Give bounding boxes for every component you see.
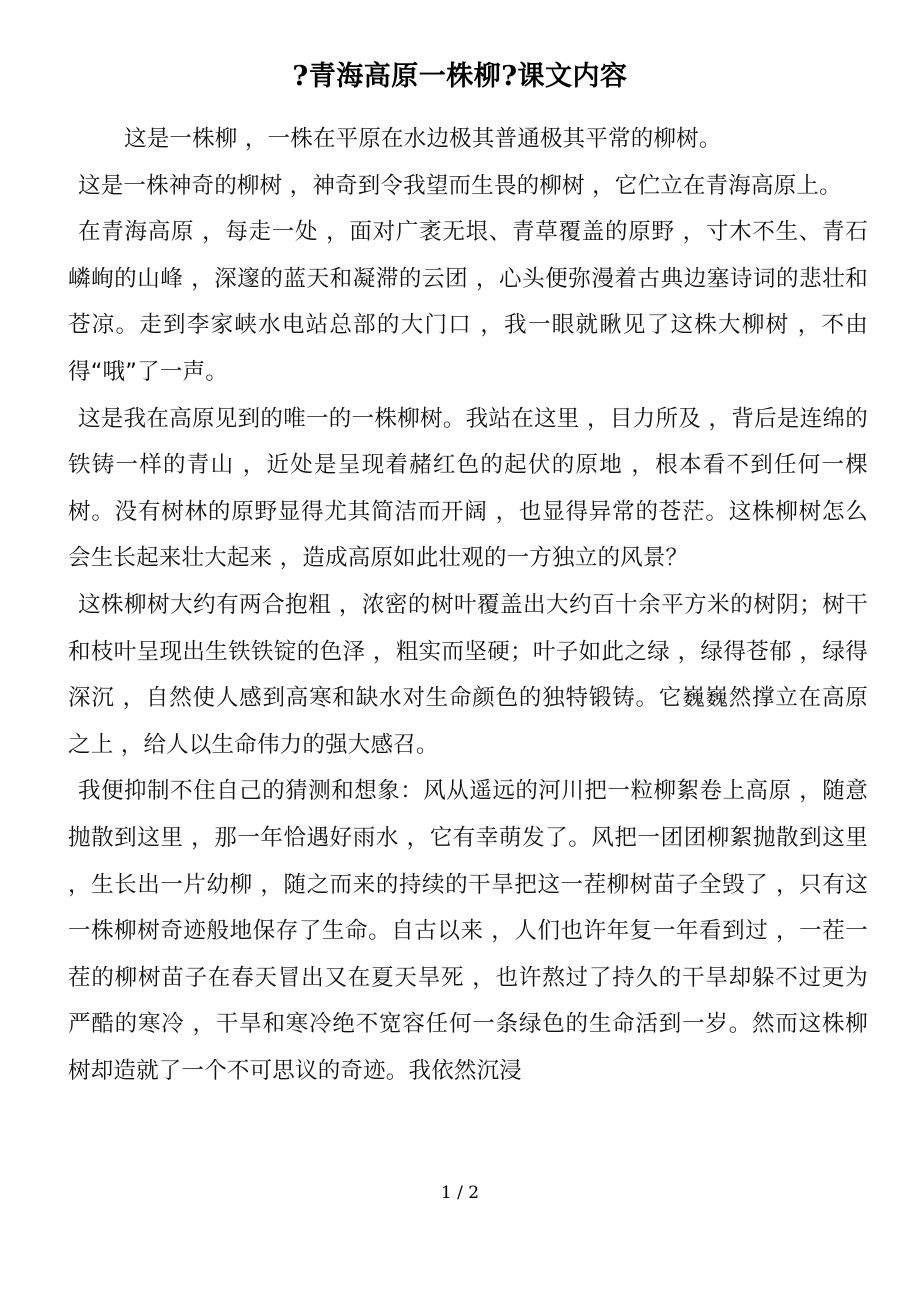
paragraph-2: 这是一株神奇的柳树 ，神奇到令我望而生畏的柳树 ，它伫立在青海高原上。: [78, 172, 842, 199]
page-number-footer: 1 / 2: [440, 1183, 480, 1203]
paragraph-5: 这株柳树大约有两合抱粗 ，浓密的树叶覆盖出大约百十余平方米的树阴；树干和枝叶呈现出生铁铁锭的色泽 ，粗实而坚硬；叶子如此之绿 ，绿得苍郁 ，绿得深沉 ，自然使人感到高寒和缺水对生命颜色的独特锻铸。它巍巍然撑立在高原之上 ，给人以生命伟力的强大感召。: [68, 591, 868, 758]
paragraph-1: 这是一株柳 ，一株在平原在水边极其普通极其平常的柳树。: [124, 126, 722, 152]
paragraph-6: 我便抑制不住自己的猜测和想象：风从遥远的河川把一粒柳絮卷上高原 ，随意抛散到这里 ，那一年恰遇好雨水 ，它有幸萌发了。风把一团团柳絮抛散到这里 ，生长出一片幼柳 ，随之而来的持续的干旱把这一茬柳树苗子全毁了 ，只有这一株柳树奇迹般地保存了生命。自古以来 ，人们也许年复一年看到过 ，一茬一茬的柳树苗子在春天冒出又在夏天旱死 ，也许熬过了持久的干旱却躲不过更为严酷的寒冷 ，干旱和寒冷绝不宽容任何一条绿色的生命活到一岁。然而这株柳树却造就了一个不可思议的奇迹。我依然沉浸: [68, 778, 868, 1084]
page-title: ?青海高原一株柳?课文内容: [292, 61, 628, 92]
paragraph-4: 这是我在高原见到的唯一的一株柳树。我站在这里 ，目力所及 ，背后是连绵的铁铸一样的青山 ，近处是呈现着赭红色的起伏的原地 ，根本看不到任何一棵树。没有树林的原野显得尤其简洁而开阔 ，也显得异常的苍茫。这株柳树怎么会生长起来壮大起来 ，造成高原如此壮观的一方独立的风景？: [68, 405, 868, 572]
document-body: [68, 116, 868, 1094]
paragraph-3: 在青海高原 ，每走一处 ，面对广袤无垠、青草覆盖的原野 ，寸木不生、青石嶙峋的山峰 ，深邃的蓝天和凝滞的云团 ，心头便弥漫着古典边塞诗词的悲壮和苍凉。走到李家峡水电站总部的大门口 ，我一眼就瞅见了这株大柳树 ，不由得“哦”了一声。: [68, 219, 868, 385]
